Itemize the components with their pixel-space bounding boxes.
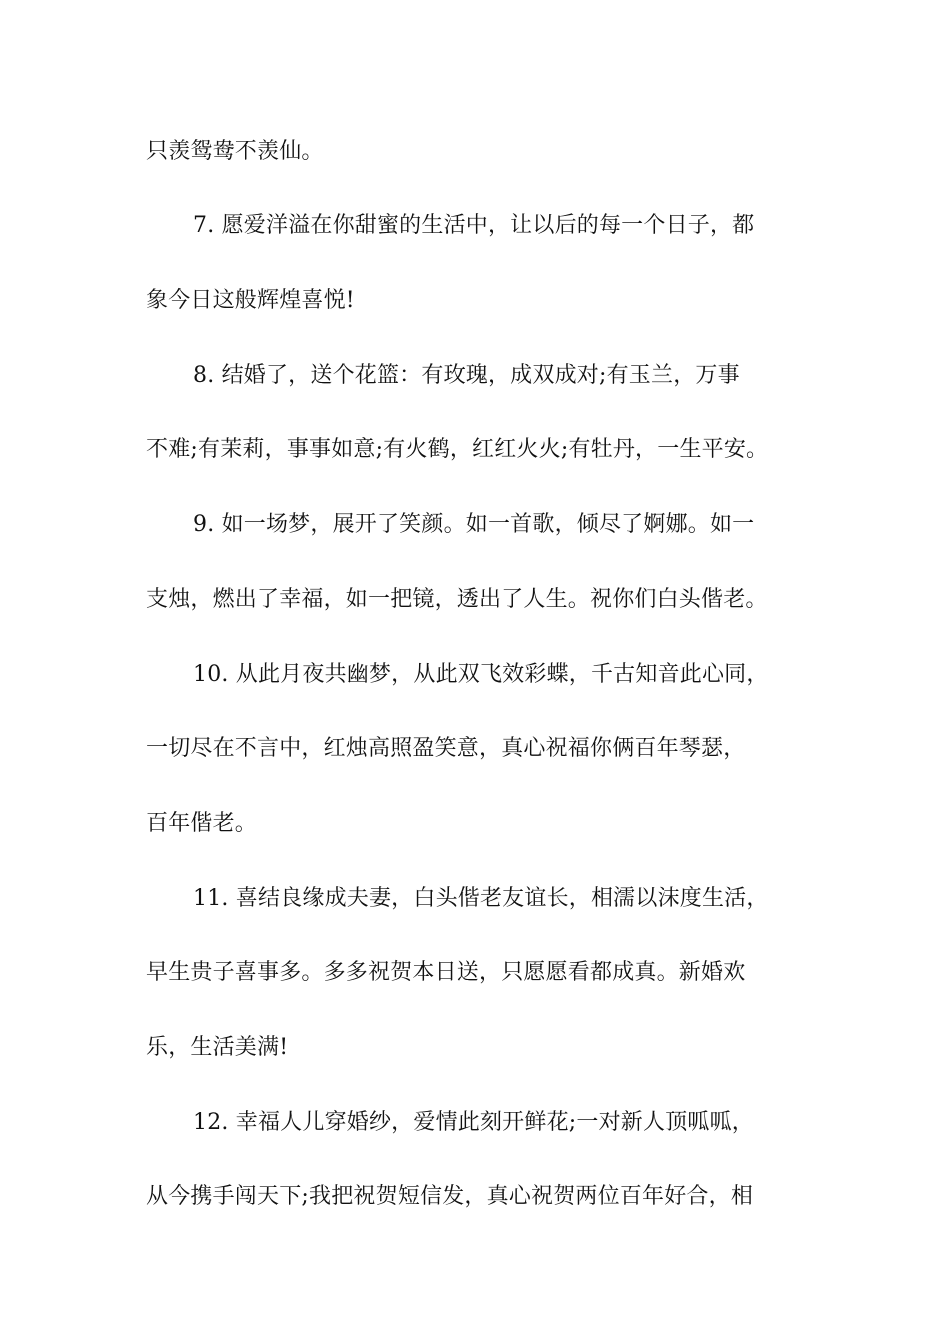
list-item-7-line-1: 7. 愿爱洋溢在你甜蜜的生活中，让以后的每一个日子，都 <box>193 213 755 238</box>
text-line: 乐，生活美满! <box>146 1035 289 1060</box>
text-line: 从今携手闯天下;我把祝贺短信发，真心祝贺两位百年好合，相 <box>146 1184 754 1209</box>
list-item-11-line-1: 11. 喜结良缘成夫妻，白头偕老友谊长，相濡以沫度生活， <box>193 886 769 911</box>
text-line: 象今日这般辉煌喜悦! <box>146 288 355 313</box>
list-item-9-line-1: 9. 如一场梦，展开了笑颜。如一首歌，倾尽了婀娜。如一 <box>193 512 755 537</box>
text-line: 支烛，燃出了幸福，如一把镜，透出了人生。祝你们白头偕老。 <box>146 587 768 612</box>
list-item-10-line-1: 10. 从此月夜共幽梦，从此双飞效彩蝶，千古知音此心同， <box>193 662 769 687</box>
list-item-12-line-1: 12. 幸福人儿穿婚纱，爱情此刻开鲜花;一对新人顶呱呱， <box>193 1110 754 1135</box>
text-line: 百年偕老。 <box>146 811 258 836</box>
text-line: 不难;有茉莉，事事如意;有火鹤，红红火火;有牡丹，一生平安。 <box>146 437 769 462</box>
list-item-8-line-1: 8. 结婚了，送个花篮：有玫瑰，成双成对;有玉兰，万事 <box>193 363 740 388</box>
text-line: 只羡鸳鸯不羡仙。 <box>146 139 324 164</box>
text-line: 早生贵子喜事多。多多祝贺本日送，只愿愿看都成真。新婚欢 <box>146 960 746 985</box>
text-line: 一切尽在不言中，红烛高照盈笑意，真心祝福你俩百年琴瑟， <box>146 736 746 761</box>
